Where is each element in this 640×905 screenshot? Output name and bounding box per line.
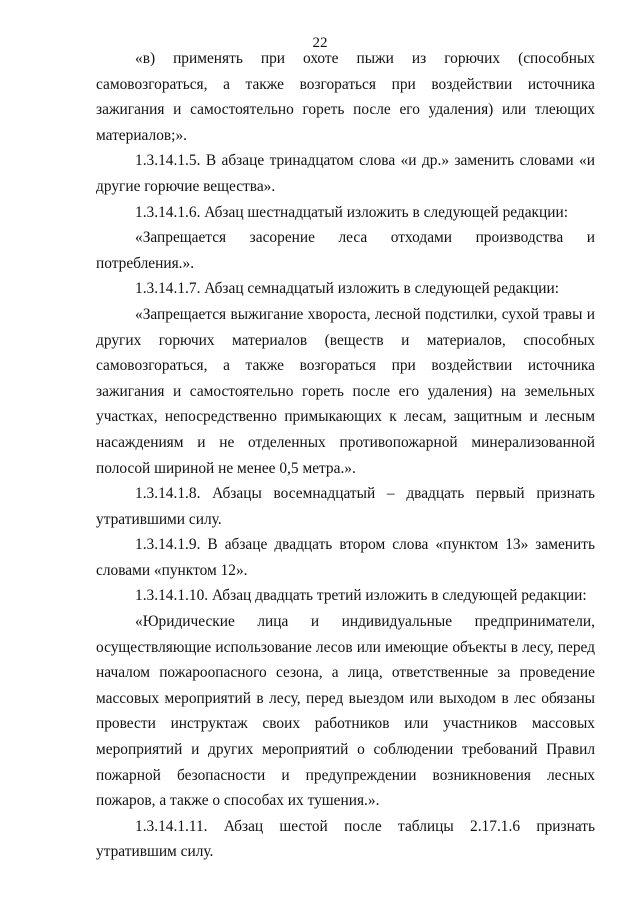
paragraph-1-3-14-1-8: 1.3.14.1.8. Абзацы восемнадцатый – двадцать первый признать утратившими силу. [96, 485, 595, 528]
paragraph-1-3-14-1-11: 1.3.14.1.11. Абзац шестой после таблицы 2.17.1.6 признать утратившим силу. [96, 817, 595, 861]
paragraph-quote-briefing: «Юридические лица и индивидуальные предприниматели, осуществляющие использование лесов или имеющие объекты в лесу, перед началом пожароопасного сезона, а лица, ответственные за проведение массовых мероприятий в лесу, перед выездом или выходом в лес обязаны провести инструктаж своих работников или участников массовых мероприятий и других мероприятий о соблюдении требований Правил пожарной безопасности и предупреждении возникновения лесных пожаров, а также о способах их тушения.». [96, 613, 595, 810]
page-number: 22 [312, 35, 328, 51]
paragraph-1-3-14-1-7: 1.3.14.1.7. Абзац семнадцатый изложить в следующей редакции: [135, 280, 559, 298]
paragraph-quote-forest-littering: «Запрещается засорение леса отходами производства и потребления.». [96, 229, 595, 272]
paragraph-quote-fire-wads: «в) применять при охоте пыжи из горючих (способных самовозгораться, а также возгораться при воздействии источника зажигания и самостоятельно гореть после его удаления) или тлеющих материалов;». [96, 50, 595, 144]
paragraph-1-3-14-1-6: 1.3.14.1.6. Абзац шестнадцатый изложить в следующей редакции: [135, 203, 569, 221]
paragraph-1-3-14-1-5: 1.3.14.1.5. В абзаце тринадцатом слова «и др.» заменить словами «и другие горючие вещества». [96, 152, 595, 195]
paragraph-1-3-14-1-9: 1.3.14.1.9. В абзаце двадцать втором слова «пунктом 13» заменить словами «пунктом 12». [96, 536, 595, 579]
paragraph-1-3-14-1-10: 1.3.14.1.10. Абзац двадцать третий изложить в следующей редакции: [135, 587, 587, 605]
paragraph-quote-burning-ban: «Запрещается выжигание хвороста, лесной подстилки, сухой травы и других горючих материалов (веществ и материалов, способных самовозгораться, а также возгораться при воздействии источника зажигания и самостоятельно гореть после его удаления) на земельных участках, непосредственно примыкающих к лесам, защитным и лесным насаждениям и не отделенных противопожарной минерализованной полосой шириной не менее 0,5 метра.». [96, 305, 595, 477]
document-body [96, 46, 595, 865]
